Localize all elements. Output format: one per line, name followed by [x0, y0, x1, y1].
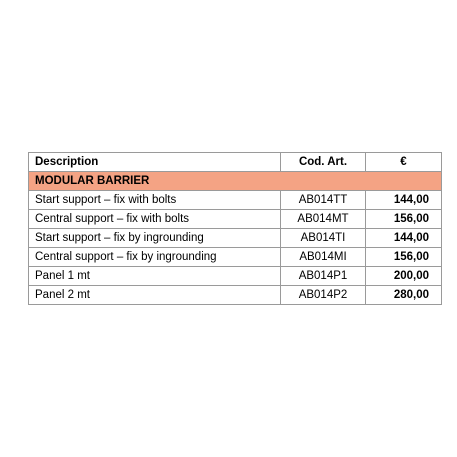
- header-row: [29, 153, 442, 172]
- section-spacer: [281, 172, 366, 191]
- header-price: €: [366, 153, 442, 172]
- row-code: AB014TI: [281, 229, 366, 248]
- row-code: AB014P2: [281, 286, 366, 305]
- row-price: 156,00: [366, 248, 442, 267]
- section-spacer: [366, 172, 442, 191]
- row-code: AB014MT: [281, 210, 366, 229]
- header-description: Description: [29, 153, 281, 172]
- row-description: Panel 1 mt: [29, 267, 281, 286]
- row-price: 144,00: [366, 229, 442, 248]
- table-row: [29, 210, 442, 229]
- table-row: [29, 267, 442, 286]
- row-price: 200,00: [366, 267, 442, 286]
- table-row: [29, 191, 442, 210]
- price-table: [28, 152, 442, 305]
- row-description: Start support – fix by ingrounding: [29, 229, 281, 248]
- row-price: 144,00: [366, 191, 442, 210]
- row-price: 280,00: [366, 286, 442, 305]
- table-row: [29, 248, 442, 267]
- row-code: AB014MI: [281, 248, 366, 267]
- header-code: Cod. Art.: [281, 153, 366, 172]
- row-price: 156,00: [366, 210, 442, 229]
- table-row: [29, 286, 442, 305]
- section-title: MODULAR BARRIER: [29, 172, 281, 191]
- section-row: [29, 172, 442, 191]
- row-description: Start support – fix with bolts: [29, 191, 281, 210]
- row-description: Panel 2 mt: [29, 286, 281, 305]
- row-description: Central support – fix by ingrounding: [29, 248, 281, 267]
- table-row: [29, 229, 442, 248]
- row-code: AB014P1: [281, 267, 366, 286]
- row-description: Central support – fix with bolts: [29, 210, 281, 229]
- row-code: AB014TT: [281, 191, 366, 210]
